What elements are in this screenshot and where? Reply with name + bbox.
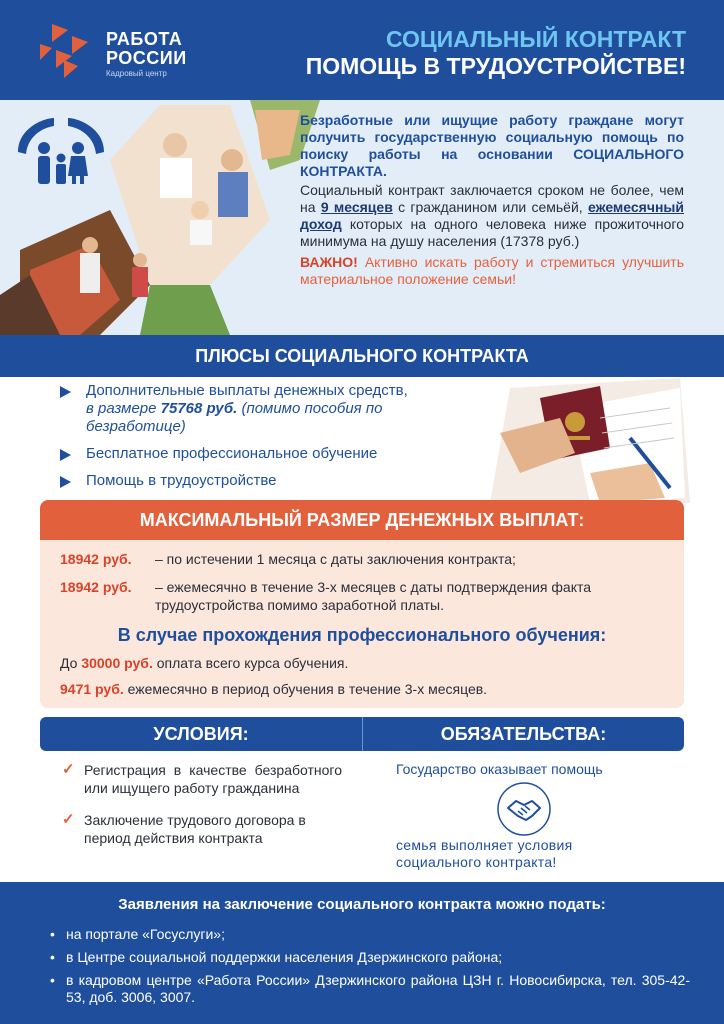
obligation-family: семья выполняет условия социального контракта! bbox=[396, 837, 573, 870]
train1-a: До bbox=[60, 655, 82, 671]
plus-item1-d: (помимо пособия по безработице) bbox=[86, 400, 383, 435]
triangle-bullet-icon bbox=[60, 449, 71, 461]
payment-amount: 18942 руб. bbox=[60, 579, 132, 595]
important-label: ВАЖНО! bbox=[300, 254, 358, 270]
intro-term: 9 месяцев bbox=[320, 199, 393, 215]
obligation-state: Государство оказывает помощь bbox=[396, 761, 603, 777]
payment-amount: 18942 руб. bbox=[60, 551, 132, 567]
page-title bbox=[306, 26, 686, 80]
intro-text bbox=[300, 112, 684, 288]
payment-description: – ежемесячно в течение 3-х месяцев с даты подтверждения факта трудоустройства помимо заработной платы. bbox=[155, 579, 592, 613]
train2-amount: 9471 руб. bbox=[60, 681, 124, 697]
training-row bbox=[60, 680, 487, 698]
bullet-icon: • bbox=[50, 972, 55, 988]
train1-c: оплата всего курса обучения. bbox=[152, 655, 349, 671]
intro-bold-paragraph bbox=[300, 112, 684, 180]
max-payments-header bbox=[40, 500, 684, 540]
conditions-header bbox=[40, 717, 684, 751]
intro-paragraph bbox=[300, 182, 684, 250]
important-note bbox=[300, 254, 684, 288]
train1-amount: 30000 руб. bbox=[81, 655, 153, 671]
triangle-bullet-icon bbox=[60, 476, 71, 488]
pluses-list bbox=[60, 382, 460, 499]
footer-item bbox=[50, 972, 690, 1006]
max-payments-title: МАКСИМАЛЬНЫЙ РАЗМЕР ДЕНЕЖНЫХ ВЫПЛАТ: bbox=[139, 510, 585, 530]
footer-item bbox=[50, 949, 690, 966]
condition-item1: Регистрация в качестве безработного или ищущего работу гражданина bbox=[84, 762, 342, 796]
intro-section bbox=[0, 100, 724, 335]
footer-list bbox=[50, 926, 690, 1012]
intro-p1-c: с гражданином или семьёй, bbox=[392, 199, 588, 215]
condition-item bbox=[62, 811, 342, 847]
footer-item1: на портале «Госуслуги»; bbox=[66, 926, 225, 942]
passport-photo bbox=[480, 378, 690, 503]
plus-item-training bbox=[60, 445, 460, 463]
logo-title: РАБОТА РОССИИ bbox=[106, 29, 187, 68]
intro-p1-e: которых на одного человека ниже прожиточного минимума на душу населения (17378 руб.) bbox=[300, 216, 684, 249]
plus-item1-b: в размере bbox=[86, 400, 161, 417]
bullet-icon: • bbox=[50, 926, 55, 942]
logo-subtitle: Кадровый центр bbox=[106, 69, 167, 78]
intro-income: ежемесячный доход bbox=[300, 199, 684, 232]
bullet-icon: • bbox=[50, 949, 55, 965]
obligations-block bbox=[396, 761, 651, 778]
payment-row bbox=[60, 578, 675, 614]
footer-item bbox=[50, 926, 690, 943]
conditions-list bbox=[62, 761, 342, 861]
important-text: Активно искать работу и стремиться улучшить материальное положение семьи! bbox=[300, 254, 684, 287]
intro-p1-a: Социальный контракт заключается сроком не более, чем на bbox=[300, 182, 684, 215]
intro-bold-caps: СОЦИАЛЬНОГО КОНТРАКТА. bbox=[300, 146, 684, 179]
payment-row bbox=[60, 550, 675, 568]
handshake-icon bbox=[496, 781, 552, 837]
training-title: В случае прохождения профессионального обучения: bbox=[117, 625, 607, 645]
pluses-title: ПЛЮСЫ СОЦИАЛЬНОГО КОНТРАКТА bbox=[195, 346, 529, 366]
checkmark-icon: ✓ bbox=[62, 811, 75, 828]
plus-item2: Бесплатное профессиональное обучение bbox=[86, 445, 378, 462]
footer bbox=[0, 882, 724, 1024]
triangle-bullet-icon bbox=[60, 386, 71, 398]
plus-item-payments bbox=[60, 382, 460, 436]
plus-item1-a: Дополнительные выплаты денежных средств, bbox=[86, 382, 408, 399]
footer-item2: в Центре социальной поддержки населения Дзержинского района; bbox=[66, 949, 503, 965]
pluses-banner bbox=[0, 335, 724, 377]
footer-title: Заявления на заключение социального контракта можно подать: bbox=[118, 896, 606, 913]
condition-item bbox=[62, 761, 342, 797]
payment-description: – по истечении 1 месяца с даты заключения контракта; bbox=[155, 551, 516, 567]
plus-item1-amount: 75768 руб. bbox=[160, 400, 238, 417]
conditions-title: УСЛОВИЯ: bbox=[153, 724, 249, 744]
condition-item2: Заключение трудового договора в период действия контракта bbox=[84, 812, 306, 846]
obligations-title: ОБЯЗАТЕЛЬСТВА: bbox=[362, 717, 684, 751]
header bbox=[0, 0, 724, 100]
train2-b: ежемесячно в период обучения в течение 3-х месяцев. bbox=[123, 681, 488, 697]
page-title-line1: СОЦИАЛЬНЫЙ КОНТРАКТ bbox=[385, 26, 686, 52]
plus-item-employment bbox=[60, 472, 460, 490]
plus-item3: Помощь в трудоустройстве bbox=[86, 472, 277, 489]
rabota-rossii-logo bbox=[38, 20, 98, 80]
intro-bold-text: Безработные или ищущие работу граждане могут получить государственную социальную помощь по поиску работы на основании bbox=[300, 112, 684, 162]
training-row bbox=[60, 654, 348, 672]
logo-text bbox=[106, 30, 206, 78]
checkmark-icon: ✓ bbox=[62, 761, 75, 778]
page-title-line2: ПОМОЩЬ В ТРУДОУСТРОЙСТВЕ! bbox=[305, 53, 686, 79]
family-protection-icon bbox=[14, 114, 108, 190]
footer-item3: в кадровом центре «Работа России» Дзержинского района ЦЗН г. Новосибирска, тел. 305-42-53, доб. 3006, 3007. bbox=[66, 972, 690, 1005]
max-payments-box bbox=[40, 500, 684, 708]
